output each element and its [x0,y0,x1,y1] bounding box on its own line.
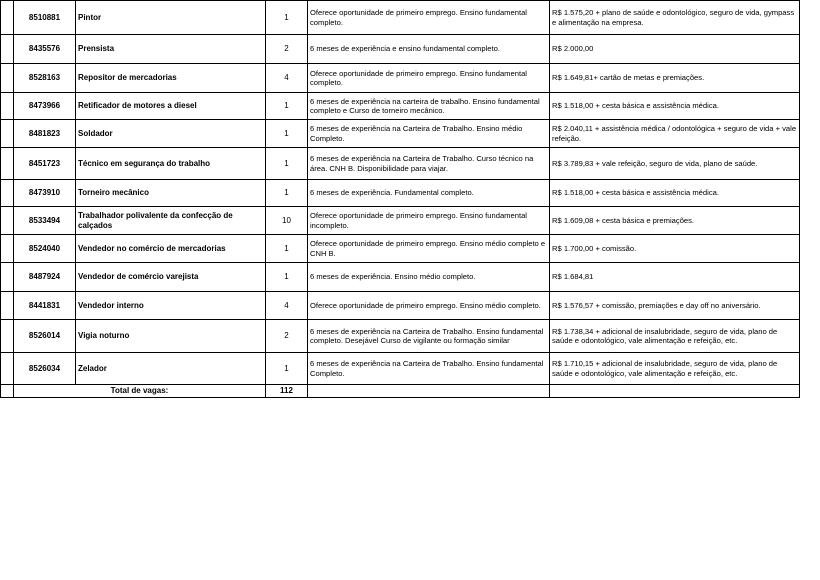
job-requirements: 6 meses de experiência na Carteira de Trabalho. Ensino fundamental completo. Desejável Curso de vigilante ou formação similar [308,320,550,353]
job-requirements: Oferece oportunidade de primeiro emprego. Ensino fundamental completo. [308,1,550,35]
job-code: 8528163 [14,64,76,93]
job-salary-benefits: R$ 1.738,34 + adicional de insalubridade, seguro de vida, plano de saúde e odontológico, vale alimentação e refeição, etc. [550,320,800,353]
job-salary-benefits: R$ 1.575,20 + plano de saúde e odontológico, seguro de vida, gympass e alimentação na empresa. [550,1,800,35]
job-salary-benefits: R$ 1.576,57 + comissão, premiações e day off no aniversário. [550,292,800,320]
job-title: Soldador [76,120,266,148]
job-salary-benefits: R$ 2.000,00 [550,35,800,64]
table-row [1,235,800,263]
total-value: 112 [266,385,308,398]
table-row [1,320,800,353]
job-code: 8473910 [14,180,76,207]
total-row [1,385,800,398]
job-requirements: 6 meses de experiência na carteira de trabalho. Ensino fundamental completo e Curso de torneiro mecânico. [308,93,550,120]
empty-cell [308,385,550,398]
row-margin-cell [1,320,14,353]
job-code: 8435576 [14,35,76,64]
job-code: 8510881 [14,1,76,35]
table-row [1,263,800,292]
job-quantity: 1 [266,148,308,180]
job-requirements: 6 meses de experiência na Carteira de Trabalho. Ensino fundamental Completo. [308,353,550,385]
job-quantity: 10 [266,207,308,235]
job-title: Torneiro mecânico [76,180,266,207]
job-salary-benefits: R$ 2.040,11 + assistência médica / odontológica + seguro de vida + vale refeição. [550,120,800,148]
row-margin-cell [1,35,14,64]
row-margin-cell [1,207,14,235]
job-title: Prensista [76,35,266,64]
job-code: 8441831 [14,292,76,320]
job-requirements: Oferece oportunidade de primeiro emprego. Ensino médio completo. [308,292,550,320]
job-code: 8524040 [14,235,76,263]
table-row [1,35,800,64]
job-quantity: 4 [266,292,308,320]
job-requirements: 6 meses de experiência. Ensino médio completo. [308,263,550,292]
row-margin-cell [1,235,14,263]
row-margin-cell [1,64,14,93]
job-salary-benefits: R$ 1.710,15 + adicional de insalubridade, seguro de vida, plano de saúde e odontológico, vale alimentação e refeição, etc. [550,353,800,385]
row-margin-cell [1,148,14,180]
row-margin-cell [1,93,14,120]
job-quantity: 1 [266,180,308,207]
job-title: Vendedor no comércio de mercadorias [76,235,266,263]
row-margin-cell [1,353,14,385]
job-salary-benefits: R$ 1.609,08 + cesta básica e premiações. [550,207,800,235]
job-requirements: Oferece oportunidade de primeiro emprego. Ensino fundamental incompleto. [308,207,550,235]
job-requirements: Oferece oportunidade de primeiro emprego. Ensino fundamental completo. [308,64,550,93]
job-salary-benefits: R$ 3.789,83 + vale refeição, seguro de vida, plano de saúde. [550,148,800,180]
job-title: Vendedor de comércio varejista [76,263,266,292]
row-margin-cell [1,1,14,35]
job-quantity: 4 [266,64,308,93]
table-row [1,120,800,148]
job-quantity: 1 [266,235,308,263]
job-quantity: 1 [266,353,308,385]
table-row [1,207,800,235]
job-quantity: 1 [266,120,308,148]
job-title: Pintor [76,1,266,35]
job-title: Retificador de motores a diesel [76,93,266,120]
job-quantity: 2 [266,320,308,353]
job-title: Zelador [76,353,266,385]
job-title: Repositor de mercadorias [76,64,266,93]
table-row [1,148,800,180]
job-quantity: 1 [266,263,308,292]
job-rows [1,1,800,385]
table-row [1,353,800,385]
total-label: Total de vagas: [14,385,266,398]
job-title: Técnico em segurança do trabalho [76,148,266,180]
job-quantity: 1 [266,93,308,120]
job-code: 8481823 [14,120,76,148]
job-requirements: 6 meses de experiência e ensino fundamental completo. [308,35,550,64]
job-salary-benefits: R$ 1.684,81 [550,263,800,292]
job-code: 8451723 [14,148,76,180]
job-requirements: Oferece oportunidade de primeiro emprego. Ensino médio completo e CNH B. [308,235,550,263]
table-row [1,292,800,320]
table-row [1,1,800,35]
job-title: Vigia noturno [76,320,266,353]
job-title: Trabalhador polivalente da confecção de calçados [76,207,266,235]
row-margin-cell [1,385,14,398]
job-salary-benefits: R$ 1.518,00 + cesta básica e assistência médica. [550,93,800,120]
job-code: 8526034 [14,353,76,385]
job-salary-benefits: R$ 1.518,00 + cesta básica e assistência médica. [550,180,800,207]
job-salary-benefits: R$ 1.700,00 + comissão. [550,235,800,263]
job-code: 8526014 [14,320,76,353]
job-code: 8533494 [14,207,76,235]
table-row [1,93,800,120]
table-row [1,64,800,93]
job-requirements: 6 meses de experiência na Carteira de Trabalho. Ensino médio Completo. [308,120,550,148]
job-quantity: 1 [266,1,308,35]
empty-cell [550,385,800,398]
job-title: Vendedor interno [76,292,266,320]
job-requirements: 6 meses de experiência. Fundamental completo. [308,180,550,207]
row-margin-cell [1,292,14,320]
row-margin-cell [1,120,14,148]
job-requirements: 6 meses de experiência na Carteira de Trabalho. Curso técnico na área. CNH B. Disponibilidade para viajar. [308,148,550,180]
job-code: 8487924 [14,263,76,292]
table-row [1,180,800,207]
row-margin-cell [1,263,14,292]
job-salary-benefits: R$ 1.649,81+ cartão de metas e premiações. [550,64,800,93]
row-margin-cell [1,180,14,207]
job-code: 8473966 [14,93,76,120]
job-quantity: 2 [266,35,308,64]
